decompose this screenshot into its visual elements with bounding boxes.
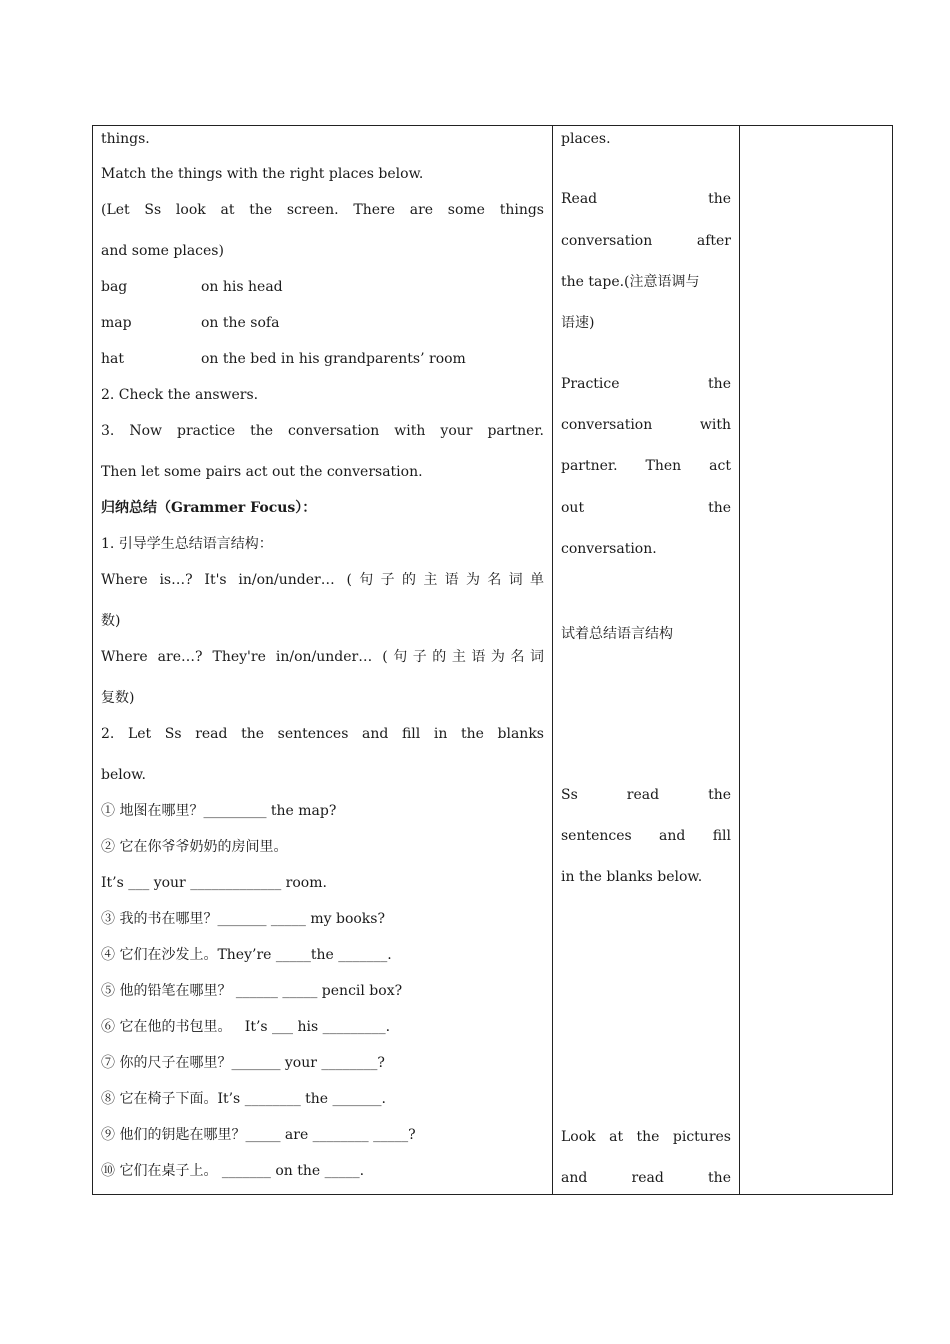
- text-line: things.: [101, 131, 150, 147]
- exercise-line: It’s ___ your _____________ room.: [101, 875, 327, 891]
- exercise-line: ③ 我的书在哪里？_______ _____ my books?: [101, 911, 385, 927]
- text-line: Practice the: [561, 376, 731, 392]
- text-line: and some places): [101, 243, 224, 259]
- exercise-line: ② 它在你爷爷奶奶的房间里。: [101, 839, 288, 855]
- match-thing: hat: [101, 351, 124, 367]
- text-line: 2. Check the answers.: [101, 387, 259, 403]
- notes-cell: [740, 126, 893, 1195]
- match-place: on his head: [201, 279, 283, 295]
- exercise-line: ⑦ 你的尺子在哪里？_______ your ________?: [101, 1055, 385, 1071]
- text-line: in the blanks below.: [561, 869, 703, 885]
- text-line: 2. Let Ss read the sentences and fill in the blanks: [101, 726, 544, 742]
- text-line: partner. Then act: [561, 458, 731, 474]
- match-place: on the bed in his grandparents’ room: [201, 351, 466, 367]
- teacher-activity-cell: [93, 126, 553, 1195]
- match-row: [101, 277, 544, 297]
- text-line: Ss read the: [561, 787, 731, 803]
- exercise-line: ⑩ 它们在桌子上。 _______ on the _____.: [101, 1163, 365, 1179]
- exercise-line: ① 地图在哪里？_________ the map?: [101, 803, 337, 819]
- lesson-table: [92, 125, 893, 1195]
- text-line: conversation after: [561, 233, 731, 249]
- match-thing: map: [101, 315, 132, 331]
- match-thing: bag: [101, 279, 128, 295]
- text-line: Where are…? They're in/on/under… (句子的主语为名词: [101, 649, 544, 665]
- text-line: Look at the pictures: [561, 1129, 731, 1145]
- text-line: 语速): [561, 315, 595, 331]
- text-line: 试着总结语言结构: [561, 626, 673, 642]
- exercise-line: ⑨ 他们的钥匙在哪里？_____ are ________ _____?: [101, 1127, 416, 1143]
- text-line: 1. 引导学生总结语言结构：: [101, 536, 273, 552]
- match-place: on the sofa: [201, 315, 280, 331]
- grammar-focus-title: 归纳总结（Grammer Focus）：: [101, 500, 317, 516]
- match-row: [101, 313, 544, 333]
- text-line: 复数): [101, 690, 135, 706]
- match-row: [101, 349, 544, 369]
- text-line: (Let Ss look at the screen. There are some things: [101, 202, 544, 218]
- text-line: Read the: [561, 191, 731, 207]
- text-line: places.: [561, 131, 611, 147]
- student-activity-cell: [553, 126, 740, 1195]
- text-line: out the: [561, 500, 731, 516]
- exercise-line: ④ 它们在沙发上。They’re _____the _______.: [101, 947, 392, 963]
- text-line: Where is…? It's in/on/under… (句子的主语为名词单: [101, 572, 544, 588]
- text-line: below.: [101, 767, 146, 783]
- text-line: the tape.(注意语调与: [561, 274, 700, 290]
- text-line: and read the: [561, 1170, 731, 1186]
- text-line: Match the things with the right places below.: [101, 166, 424, 182]
- exercise-line: ⑥ 它在他的书包里。 It’s ___ his _________.: [101, 1019, 391, 1035]
- text-line: conversation.: [561, 541, 657, 557]
- text-line: 3. Now practice the conversation with your partner.: [101, 423, 544, 439]
- text-line: 数): [101, 613, 121, 629]
- text-line: sentences and fill: [561, 828, 731, 844]
- exercise-line: ⑤ 他的铅笔在哪里？ ______ _____ pencil box?: [101, 983, 403, 999]
- exercise-line: ⑧ 它在椅子下面。It’s ________ the _______.: [101, 1091, 386, 1107]
- text-line: conversation with: [561, 417, 731, 433]
- text-line: Then let some pairs act out the conversation.: [101, 464, 423, 480]
